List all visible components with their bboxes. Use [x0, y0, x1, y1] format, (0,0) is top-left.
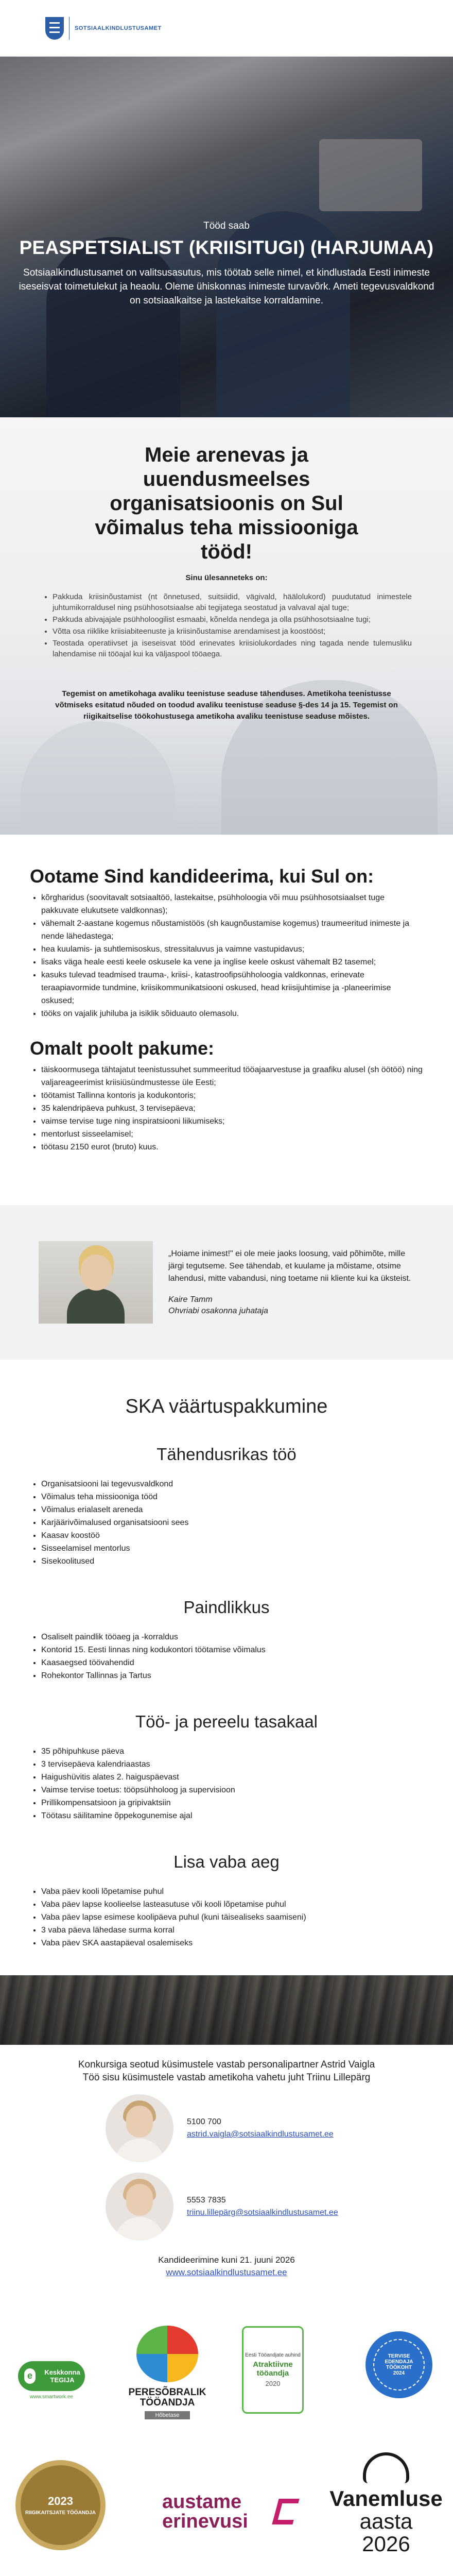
offer-heading: Omalt poolt pakume: [30, 1038, 215, 1059]
contact-hr-line: Konkursiga seotud küsimustele vastab personalipartner Astrid Vaigla [78, 2059, 375, 2070]
diversity-mark-icon [272, 2499, 299, 2524]
list-item: • Vaba päev SKA aastapäeval osalemiseks [41, 1937, 423, 1950]
list-item: • Kaasav koostöö [41, 1529, 423, 1542]
list-item: • Sisekoolitused [41, 1555, 423, 1568]
value-proposition-heading: SKA väärtuspakkumine [125, 1396, 328, 1417]
list-item: • Töötasu säilitamine õppekogunemise ajal [41, 1809, 423, 1822]
mission-background-photo [21, 721, 175, 835]
group-list-extra-time-off [30, 1885, 423, 1950]
defence-employer-seal: 2023 RIIGIKAITSJATE TÖÖANDJA [15, 2460, 106, 2550]
list-item: • Rohekontor Tallinnas ja Tartus [41, 1669, 423, 1682]
list-item: • töötamist Tallinna kontoris ja kodukontoris; [41, 1089, 423, 1102]
coat-of-arms-icon [45, 17, 64, 40]
avatar [106, 2094, 173, 2162]
list-item: • Osaliselt paindlik tööaeg ja -korraldus [41, 1631, 423, 1643]
hands-icon [363, 2452, 409, 2483]
divider-photo [0, 1975, 453, 2045]
attractive-employer-badge: Eesti Tööandjate auhind Atraktiivne tööandja 2020 [242, 2326, 304, 2414]
value-proposition [0, 1360, 453, 1950]
requirements-heading: Ootame Sind kandideerima, kui Sul on: [30, 866, 374, 887]
avatar [106, 2173, 173, 2241]
list-item: • vähemalt 2-aastane kogemus nõustamistöös (sh kaugnõustamise kogemus) traumeeritud inimeste ja nende lähedastega; [41, 917, 423, 943]
site-header [0, 0, 453, 57]
offer-list [30, 1063, 423, 1154]
contact-phone[interactable]: 5553 7835 [187, 2196, 226, 2205]
group-list-work-life-balance [30, 1745, 423, 1822]
agency-logo[interactable] [45, 17, 162, 40]
testimonial-role: Ohvriabi osakonna juhataja [168, 1307, 268, 1315]
hero-content [0, 221, 453, 308]
family-icon [136, 2326, 198, 2382]
testimonial-author: Kaire Tamm [168, 1295, 213, 1304]
mission-heading: Meie arenevas ja uuendusmeelses organisatsioonis on Sul võimalus teha missiooniga tööd! [95, 444, 358, 563]
list-item: • Vaba päev kooli lõpetamise puhul [41, 1885, 423, 1898]
list-item: • Võtta osa riiklike kriisiabiteenuste ja kriisinõustamise arendamisest ja koostööst; [53, 626, 412, 637]
leaf-icon: e [24, 2368, 36, 2384]
duties-heading: Sinu ülesanneteks on: [185, 573, 268, 582]
list-item: • täiskoormusega tähtajatut teenistussuhet summeeritud tööajaarvestuse ja graafiku alusel (sh öötöö) ning valjareageerimist kriisiüsündmustesse üle Eesti; [41, 1063, 423, 1089]
list-item: • Võimalus erialaselt areneda [41, 1503, 423, 1516]
group-heading-flexibility: Paindlikkus [183, 1598, 270, 1617]
diversity-charter-badge: austame erinevusi [162, 2488, 281, 2535]
contact-phone[interactable]: 5100 700 [187, 2117, 221, 2126]
list-item: • 3 tervisepäeva kalendriaastas [41, 1758, 423, 1771]
list-item: • Võimalus teha missiooniga tööd [41, 1490, 423, 1503]
requirements-section [0, 835, 453, 1020]
contact-person-hr [106, 2094, 453, 2162]
testimonial [0, 1205, 453, 1360]
application-deadline: Kandideerimine kuni 21. juuni 2026 [158, 2255, 295, 2265]
list-item: • Kontorid 15. Eesti linnas ning kodukontori töötamise võimalus [41, 1643, 423, 1656]
list-item: • Karjäärivõimalused organisatsiooni sees [41, 1516, 423, 1529]
testimonial-quote: „Hoiame inimest!" ei ole meie jaoks loosung, vaid põhimõte, mille järgi tegutseme. See tähendab, et kuulame ja mõistame, otsime lahendusi, mitte vabandusi, ning toetame nii kliente kui ka üksteist. [168, 1249, 411, 1283]
legal-note: Tegemist on ametikohaga avaliku teenistuse seaduse tähenduses. Ametikoha teenistusse võtmiseks esitatud nõuded on toodud avaliku teenistuse seaduse §-des 14 ja 15. Tegemist on riigikaitselise töökohustusega ametikoha avaliku teenistuse seaduse mõistes. [55, 689, 398, 721]
testimonial-body [168, 1248, 415, 1317]
family-friendly-employer-badge: PERESÕBRALIK TÖÖANDJA Hõbetase [129, 2316, 206, 2429]
list-item: • mentorlust sisseelamisel; [41, 1128, 423, 1141]
list-item: • 35 kalendripäeva puhkust, 3 tervisepäeva; [41, 1102, 423, 1115]
duties-list [41, 591, 412, 659]
list-item: • Pakkuda kriisinõustamist (nt õnnetused, suitsiidid, vägivald, häälolukord) puudutatud inimestele juhtumikorraldusel ning psühhosotsiaalse abi tegijatega seostatud ja valvaval ajal tuge; [53, 591, 412, 613]
group-heading-extra-time-off: Lisa vaba aeg [173, 1852, 280, 1871]
list-item: • 35 põhipuhkuse päeva [41, 1745, 423, 1758]
mission-section [0, 417, 453, 835]
group-heading-work-life-balance: Töö- ja pereelu tasakaal [135, 1712, 318, 1731]
contact-email-link[interactable]: astrid.vaigla@sotsiaalkindlustusamet.ee [187, 2130, 334, 2139]
list-item: • Organisatsiooni lai tegevusvaldkond [41, 1478, 423, 1490]
hero-banner [0, 57, 453, 417]
agency-intro: Sotsiaalkindlustusamet on valitsusasutus, mis töötab selle nimel, et kindlustada Eesti inimeste iseseisvat toimetulekut ja heaolu. Oleme ühiskonnas inimeste turvavõrk. Ameti tegevusvaldkond on sotsiaalkaitse ja lastekaitse korraldamine. [19, 267, 434, 306]
application-deadline-block [0, 2254, 453, 2279]
green-office-badge: e Keskkonna TEGIJA www.smartwork.ee [10, 2352, 93, 2409]
list-item: • Haigushüvitis alates 2. haiguspäevast [41, 1771, 423, 1784]
contact-email-link[interactable]: triinu.lillepärg@sotsiaalkindlustusamet.ee [187, 2208, 338, 2217]
group-heading-meaningful-work: Tähendusrikas töö [156, 1445, 297, 1464]
group-list-flexibility [30, 1631, 423, 1682]
contact-person-manager [106, 2173, 453, 2241]
list-item: • hea kuulamis- ja suhtlemisoskus, stressitaluvus ja vaimne vastupidavus; [41, 943, 423, 956]
employer-badges [0, 2290, 453, 2576]
offer-section [0, 1020, 453, 1154]
list-item: • Prillikompensatsioon ja gripivaktsiin [41, 1797, 423, 1809]
list-item: • Vaimse tervise toetus: tööpsühholoog ja supervisioon [41, 1784, 423, 1797]
contact-manager-line: Töö sisu küsimustele vastab ametikoha vahetu juht Triinu Lillepärg [82, 2072, 371, 2083]
list-item: • kõrgharidus (soovitavalt sotsiaaltöö, lastekaitse, psühholoogia või muu psühhosotsiaalset tuge pakkuvate elukutsete valdkonnas); [41, 891, 423, 917]
list-item: • Kaasaegsed töövahendid [41, 1656, 423, 1669]
list-item: • tööks on vajalik juhiluba ja isiklik sõiduauto olemasolu. [41, 1007, 423, 1020]
list-item: • Vaba päev lapse koolieelse lasteasutuse või kooli lõpetamise puhul [41, 1898, 423, 1911]
group-list-meaningful-work [30, 1478, 423, 1568]
list-item: • töötasu 2150 eurot (bruto) kuus. [41, 1141, 423, 1154]
website-link[interactable]: www.sotsiaalkindlustusamet.ee [166, 2267, 287, 2277]
list-item: • Sisseelamisel mentorlus [41, 1542, 423, 1555]
list-item: • kasuks tulevad teadmised trauma-, kriisi-, katastroofipsühholoogia valdkonnas, erinevate teraapiavormide tundmine, kriisikommunikatsiooni oskused, head kriisijuhtimise ja -planeerimise oskused; [41, 969, 423, 1007]
list-item: • Pakkuda abivajajale psühholoogilist esmaabi, kõnelda nendega ja olla psühhosotsiaalne tugi; [53, 614, 412, 625]
list-item: • Vaba päev lapse esimese koolipäeva puhul (kuni täisealiseks saamiseni) [41, 1911, 423, 1924]
contact-section [0, 2045, 453, 2279]
parenthood-year-badge: Vanemluse aasta 2026 [335, 2450, 438, 2558]
logo-text: SOTSIAALKINDLUSTUSAMET [75, 25, 162, 31]
hero-eyebrow: Tööd saab [203, 221, 250, 231]
list-item: • lisaks väga heale eesti keele oskusele ka vene ja inglise keele oskust vähemalt B2 tasemel; [41, 956, 423, 969]
testimonial-photo [39, 1241, 153, 1324]
health-promoting-workplace-badge: TERVISE EDENDAJA TÖÖKOHT 2024 [365, 2331, 432, 2398]
job-title: PEASPETSIALIST (KRIISITUGI) (HARJUMAA) [19, 237, 434, 258]
requirements-list [30, 891, 423, 1020]
list-item: • vaimse tervise tuge ning inspiratsiooni liikumiseks; [41, 1115, 423, 1128]
list-item: • Teostada operatiivset ja iseseisvat tööd erinevates kriisiolukordades ning tagada nende tulemusliku lahendamise nii tööajal kui ka väljaspool tööaega. [53, 638, 412, 659]
list-item: • 3 vaba päeva lähedase surma korral [41, 1924, 423, 1937]
